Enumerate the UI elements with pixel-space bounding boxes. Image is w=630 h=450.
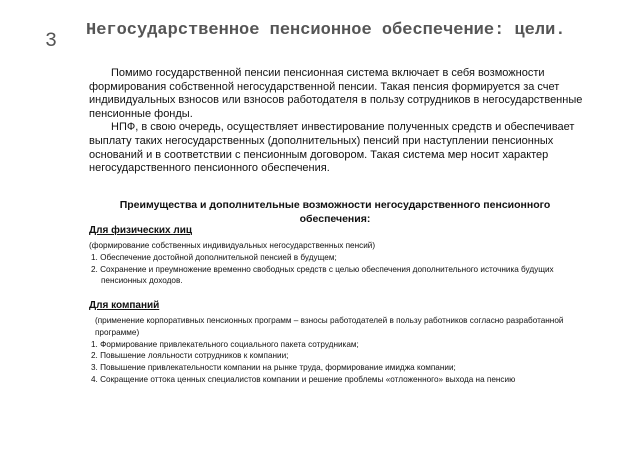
individuals-note: (формирование собственных индивидуальных негосударственных пенсий) [89,241,376,250]
list-item: 1. Обеспечение достойной дополнительной пенсией в будущем; [91,252,337,262]
intro-paragraph: НПФ, в свою очередь, осуществляет инвестирование полученных средств и обеспечивает выплату таких негосударственных (дополнительных) пенсий при наступлении пенсионных оснований и в соответствии с пенсионным договором. Такая система мер носит характер негосударственного пенсионного обеспечения. [89,121,575,175]
intro-paragraph: Помимо государственной пенсии пенсионная система включает в себя возможности формирования собственной негосударственной пенсии. Такая пенсия формируется за счет индивидуальных взносов или взносов работодателя в пользу сотрудников в негосударственные пенсионные фонды. [89,67,583,120]
individuals-list [89,252,599,287]
individuals-title: Для физических лиц [89,225,193,236]
slide-title: Негосударственное пенсионное обеспечение: цели. [86,21,566,40]
advantages-heading: Преимущества и дополнительные возможности негосударственного пенсионного обеспечения: [119,199,551,225]
slide-number: 3 [45,30,58,53]
list-item: 1. Формирование привлекательного социального пакета сотрудникам; [91,339,359,349]
list-item: 4. Сокращение оттока ценных специалистов компании и решение проблемы «отложенного» выхода на пенсию [91,374,516,384]
companies-title: Для компаний [89,300,160,311]
list-item: 2. Сохранение и преумножение временно свободных средств с целью обеспечения дополнительного источника будущих пенсионных доходов. [91,264,554,286]
individuals-section [89,224,599,287]
companies-section [89,299,599,386]
list-item: 3. Повышение привлекательности компании на рынке труда, формирование имиджа компании; [91,363,456,373]
intro-text [89,67,589,176]
companies-list [89,339,599,386]
companies-note: (применение корпоративных пенсионных программ – взносы работодателей в пользу работников согласно разработанной программе) [95,316,564,337]
list-item: 2. Повышение лояльности сотрудников к компании; [91,351,289,361]
